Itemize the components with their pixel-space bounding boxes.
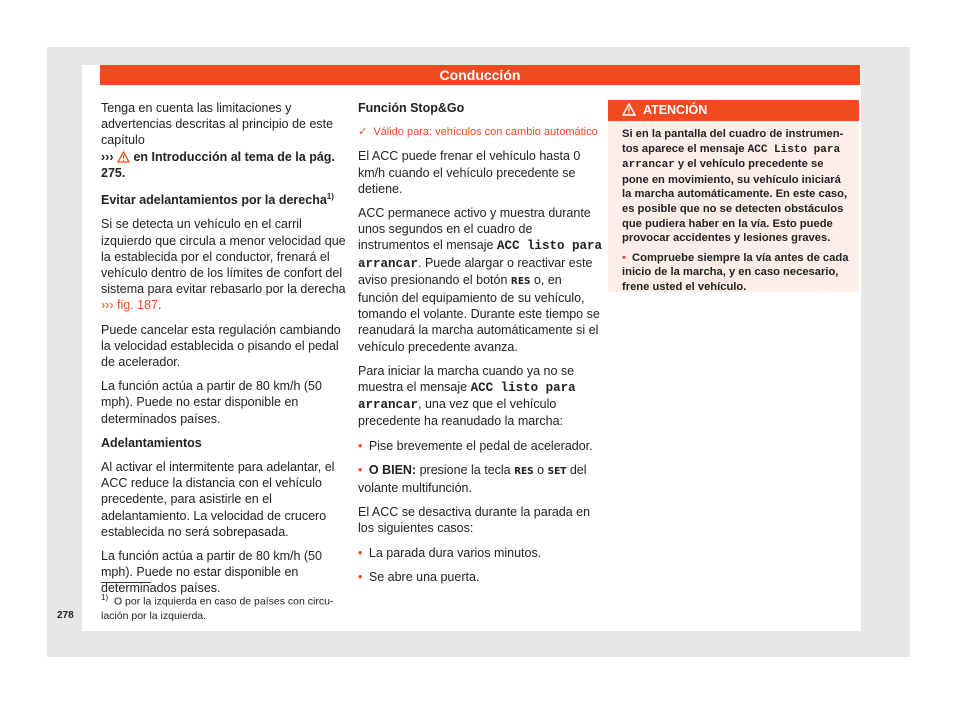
- check-icon: ✓: [358, 126, 368, 139]
- warning-icon: [117, 151, 130, 163]
- paragraph: El ACC se desactiva durante la parada en los siguientes casos:: [358, 505, 591, 536]
- chapter-header: [100, 65, 860, 85]
- paragraph: Puede cancelar esta regulación cambiando la velocidad establecida o pisando el pedal de acelerador.: [101, 322, 341, 369]
- column-left: [101, 100, 346, 605]
- warning-box: [608, 100, 859, 292]
- validity-note: ✓ Válido para: vehículos con cambio automático: [358, 126, 598, 139]
- acc-message: ACC listo para arrancar: [358, 239, 602, 271]
- warning-title: ATENCIÓN: [642, 103, 708, 117]
- warning-list-item: • Compruebe siempre la vía antes de cada inicio de la marcha, y en caso necesario, frene usted el vehículo.: [622, 251, 849, 293]
- res-button-icon: RES: [510, 275, 531, 287]
- set-button-icon: SET: [547, 465, 567, 477]
- res-button-icon: RES: [514, 465, 534, 477]
- paragraph: ACC permanece activo y muestra durante unos segundos en el cuadro de instrumentos el mensaje ACC listo para arrancar. Puede alargar o reactivar este aviso presionando el botón RES o, en función del equipamiento de su vehículo, tomando el volante. Durante este tiempo se reanudará la marcha automáticamente si el vehículo precedente avanza.: [358, 206, 602, 354]
- paragraph: La función actúa a partir de 80 km/h (50 mph). Puede no estar disponible en determinados países.: [101, 549, 322, 596]
- warning-header: [608, 100, 859, 121]
- paragraph: Para iniciar la marcha cuando ya no se muestra el mensaje ACC listo para arrancar, una vez que el vehículo precedente ha reanudado la marcha:: [358, 363, 576, 429]
- figure-reference[interactable]: fig. 187: [116, 298, 158, 313]
- footnote-divider: [101, 582, 151, 583]
- list-item: • La parada dura varios minutos.: [358, 545, 542, 560]
- chapter-title: Conducción: [439, 67, 521, 83]
- section-reference[interactable]: en Introducción al tema de la pág. 275: [101, 149, 335, 180]
- heading-overtaking: Adelantamientos: [101, 435, 202, 450]
- heading-overtake-right: Evitar adelantamientos por la derecha$^{1)}$: [101, 192, 334, 208]
- page-number: 278: [57, 610, 74, 621]
- acc-message: ACC listo para arrancar: [358, 381, 576, 413]
- paragraph: El ACC puede frenar el vehículo hasta 0 km/h cuando el vehículo precedente se detiene.: [358, 149, 581, 196]
- heading-stop-go: Función Stop&Go: [358, 101, 465, 115]
- column-middle: [358, 100, 603, 593]
- list-item: • Pise brevemente el pedal de acelerador.: [358, 438, 593, 453]
- acc-message: ACC Listo para arrancar: [622, 143, 841, 172]
- footnote: $^{1)}$ O por la izquierda en caso de países con circulación por la izquierda.: [101, 593, 334, 622]
- paragraph: Si se detecta un vehículo en el carril izquierdo que circula a menor velocidad que la establecida por el conductor, frenará el vehículo dentro de los límites de confort del sistema para evitar rebasarlo por la derecha ››› fig. 187.: [101, 217, 346, 313]
- list-item: • Se abre una puerta.: [358, 569, 480, 584]
- list-item: • O BIEN: presione la tecla RES o SET del volante multifunción.: [358, 462, 587, 496]
- paragraph: La función actúa a partir de 80 km/h (50 mph). Puede no estar disponible en determinados países.: [101, 379, 322, 426]
- intro-paragraph: Tenga en cuenta las limitaciones y advertencias descritas al principio de este capítulo ››› en Introducción al tema de la pág. 275.: [101, 101, 335, 180]
- paragraph: Al activar el intermitente para adelantar, el ACC reduce la distancia con el vehículo precedente, para asistirle en el adelantamiento. La velocidad de crucero establecida no será sobrepasada.: [101, 460, 335, 539]
- warning-text: Si en la pantalla del cuadro de instrumentos aparece el mensaje ACC Listo para arrancar y el vehículo precedente se pone en movimiento, su vehículo iniciará la marcha automáticamente. En este caso, es posible que no se detecten obstáculos que pudiera haber en la vía. Esto puede provocar accidentes y lesiones graves.: [622, 128, 848, 245]
- warning-icon: [622, 103, 636, 116]
